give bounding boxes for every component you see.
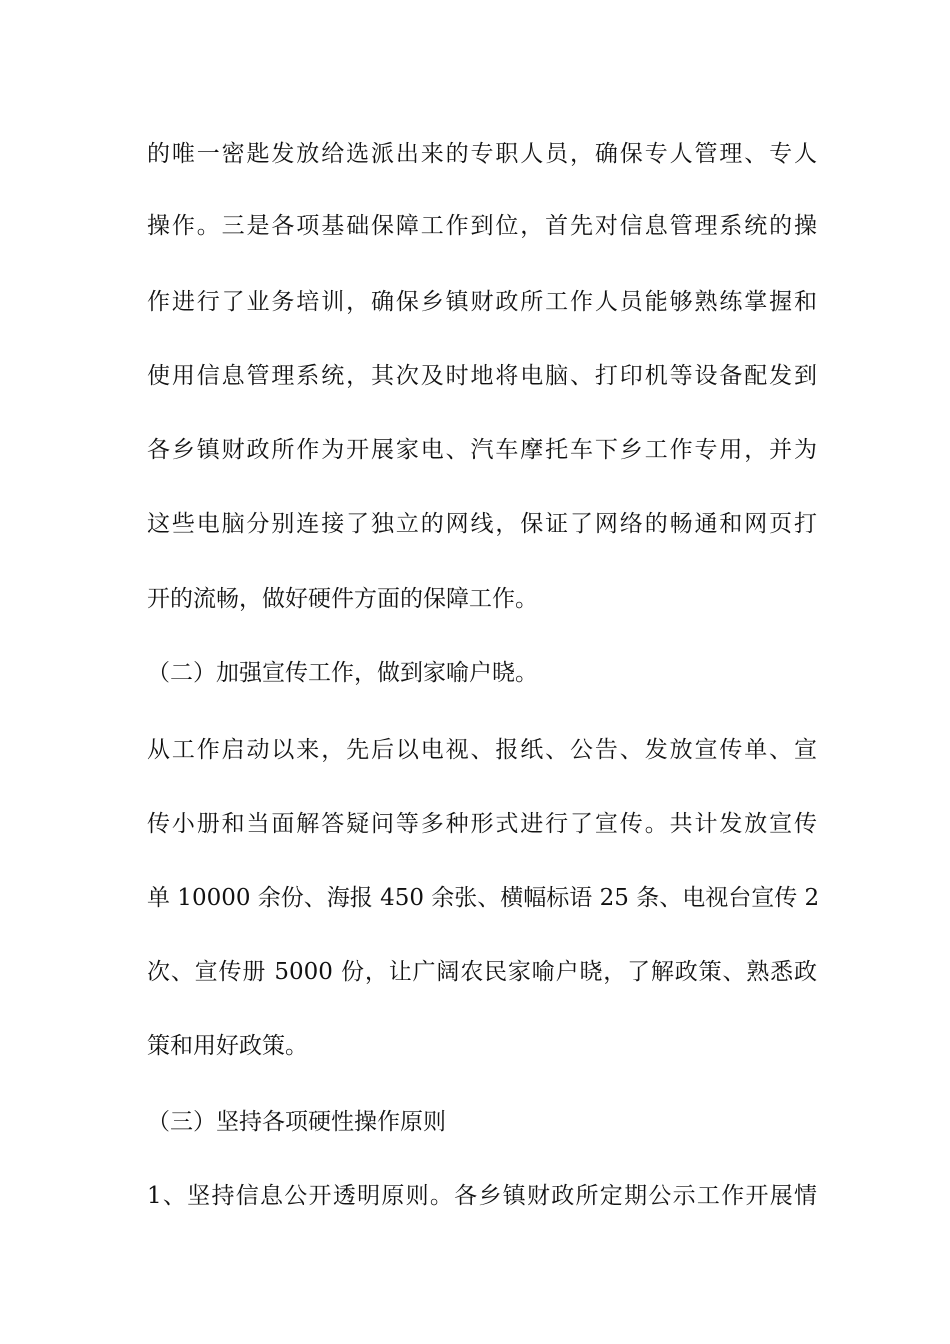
paragraph-line: 操作。三是各项基础保障工作到位，首先对信息管理系统的操 — [147, 213, 817, 239]
paragraph-line: 使用信息管理系统，其次及时地将电脑、打印机等设备配发到 — [147, 363, 817, 389]
paragraph-line: 传小册和当面解答疑问等多种形式进行了宣传。共计发放宣传 — [147, 811, 817, 837]
section-heading: （三）坚持各项硬性操作原则 — [147, 1109, 446, 1135]
section-heading: （二）加强宣传工作，做到家喻户晓。 — [147, 660, 538, 686]
paragraph-line: 单 10000 余份、海报 450 余张、横幅标语 25 条、电视台宣传 2 — [147, 885, 820, 911]
paragraph-line: 开的流畅，做好硬件方面的保障工作。 — [147, 586, 538, 612]
paragraph-line: 策和用好政策。 — [147, 1033, 308, 1059]
paragraph-line: 作进行了业务培训，确保乡镇财政所工作人员能够熟练掌握和 — [147, 289, 817, 315]
paragraph-line: 次、宣传册 5000 份，让广阔农民家喻户晓，了解政策、熟悉政 — [147, 959, 817, 985]
paragraph-line: 这些电脑分别连接了独立的网线，保证了网络的畅通和网页打 — [147, 511, 817, 537]
paragraph-line: 1、坚持信息公开透明原则。各乡镇财政所定期公示工作开展情 — [147, 1183, 817, 1209]
paragraph-line: 从工作启动以来，先后以电视、报纸、公告、发放宣传单、宣 — [147, 737, 817, 763]
paragraph-line: 的唯一密匙发放给选派出来的专职人员，确保专人管理、专人 — [147, 141, 817, 167]
paragraph-line: 各乡镇财政所作为开展家电、汽车摩托车下乡工作专用，并为 — [147, 437, 817, 463]
